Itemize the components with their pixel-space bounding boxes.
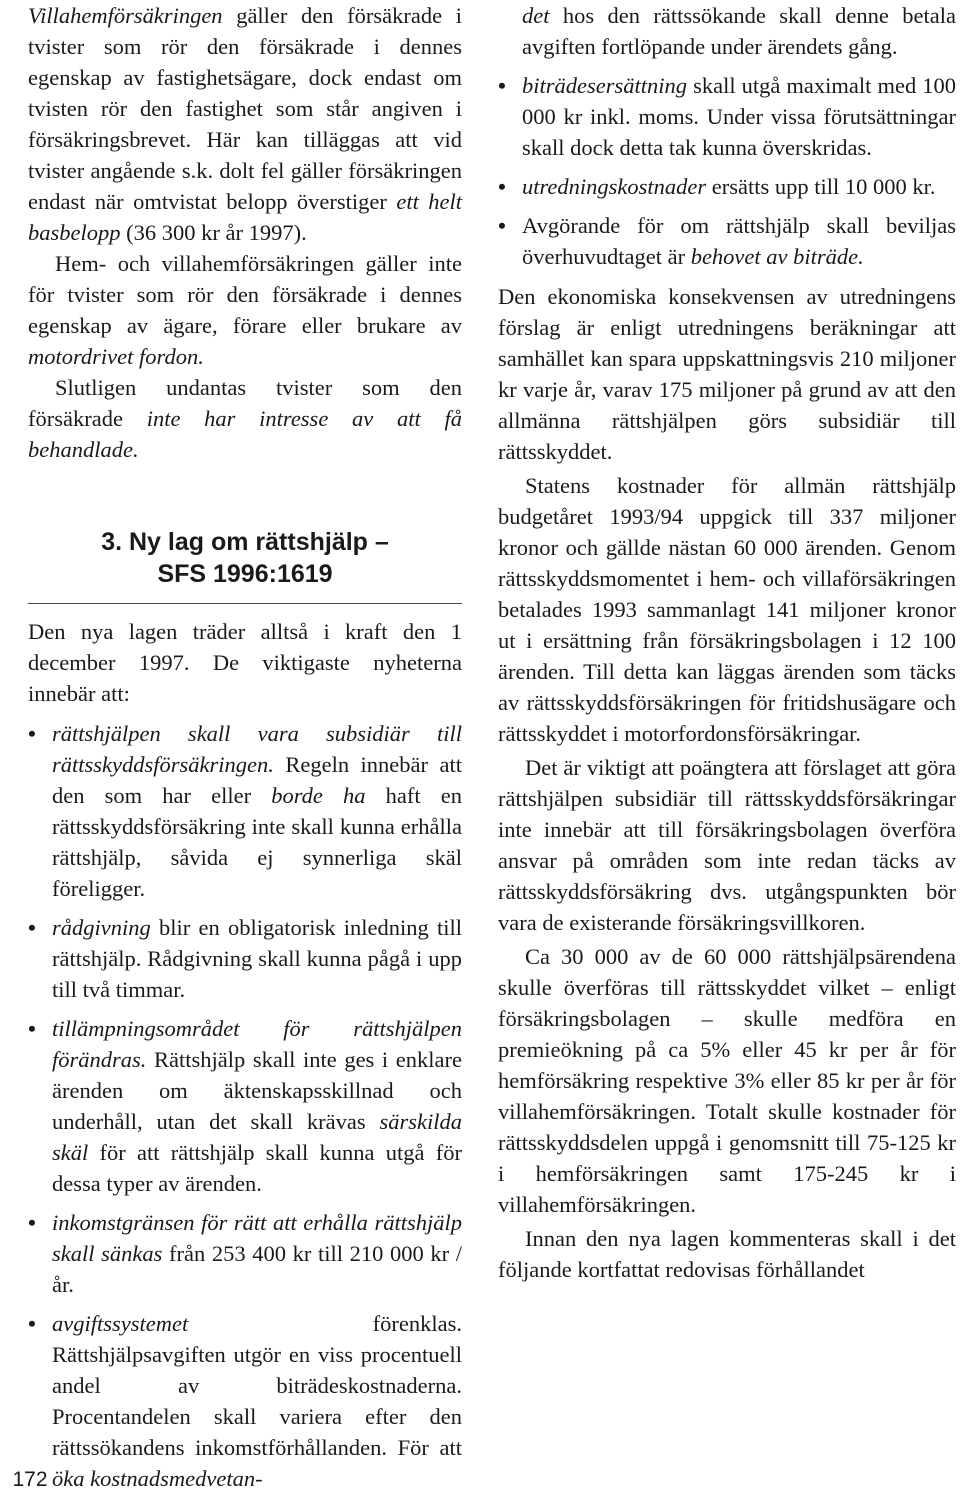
italic-term: borde ha [271, 783, 366, 808]
text-run: ersätts upp till 10 000 kr. [706, 174, 936, 199]
paragraph-motordrivet [28, 248, 462, 372]
text-run: från 253 400 kr till 210 000 kr /år. [52, 1241, 462, 1297]
left-column [28, 0, 462, 1494]
bullet-icon: • [28, 1016, 36, 1041]
italic-term: rådgivning [52, 915, 151, 940]
text-run: Hem- och villahemförsäkringen gäller inte för tvister som rör den försäkrade i dennes egenskap av ägare, förare eller brukare av [28, 251, 462, 338]
nyheter-list [28, 718, 462, 1494]
italic-term: ett helt basbelopp [28, 189, 462, 245]
text-run: Regeln innebär att den som har eller [52, 752, 462, 808]
bullet-icon: • [28, 721, 36, 746]
text-run: Rättshjälp skall inte ges i enklare ärenden om äktenskapsskillnad och underhåll, utan det skall krävas [52, 1047, 462, 1134]
section-heading-line-1: 3. Ny lag om rättshjälp – [101, 528, 389, 556]
text-run: förenklas. Rättshjälpsavgiften utgör en viss procentuell andel av biträdeskostnaderna. Procentandelen skall variera efter den rättssökandens inkomstförhållanden. För att [52, 1311, 462, 1460]
list-item [498, 70, 956, 163]
italic-term: Villahemförsäkringen [28, 3, 223, 28]
paragraph-ekonomiska: Den ekonomiska konsekvensen av utredningens förslag är enligt utredningens beräkningar att samhället kan spara uppskattningsvis 210 miljoner kr varje år, varav 175 miljoner på grund av att den allmänna rättshjälpen görs subsidiär till rättsskyddet. [498, 284, 956, 464]
text-run: gäller den försäkrade i tvister som rör den försäkrade i dennes egenskap av fastighetsägare, dock endast om tvisten rör den fastighet som står angiven i försäkringsbrevet. Här kan tilläggas att vid tvister angående s.k. dolt fel gäller försäkringen endast när omtvistat belopp överstiger [28, 3, 462, 214]
paragraph-rattshjalpsarenden: Ca 30 000 av de 60 000 rättshjälpsärendena skulle överföras till rättsskyddet vilket – enligt försäkringsbolagen – skulle medföra en premieökning på ca 5% eller 45 kr per år för hemförsäkring respektive 3% eller 85 kr per år för villahemförsäkringen. Totalt skulle kostnader för rättsskyddsdelen uppgå i genomsnitt till 75-125 kr i hemförsäkringen samt 175-245 kr i villahemförsäkringen. [498, 944, 956, 1217]
list-item [28, 912, 462, 1005]
italic-term: behovet av biträde. [690, 244, 864, 269]
bullet-icon: • [498, 213, 506, 238]
text-run: Slutligen undantas tvister som den försäkrade [28, 375, 462, 431]
text-run: hos den rättssökande skall denne betala avgiften fortlöpande under ärendets gång. [522, 3, 956, 59]
italic-term: tillämpningsområdet för rättshjälpen förändras. [52, 1016, 462, 1072]
italic-term: inte har intresse av att få behandlade. [28, 406, 462, 462]
text-run: (36 300 kr år 1997). [120, 220, 307, 245]
nyheter-list-continued [498, 0, 956, 272]
paragraph-viktigt: Det är viktigt att poängtera att förslaget att göra rättshjälpen subsidiär till rättsskyddsförsäkringar inte innebär att till försäkringsbolagen överföra ansvar på områden som inte redan täcks av rättsskyddsförsäkring dvs. utgångspunkten bör vara de existerande försäkringsvillkoren. [498, 755, 956, 935]
bullet-icon: • [28, 1311, 36, 1336]
italic-term: särskilda skäl [52, 1109, 462, 1165]
italic-term: det [522, 3, 550, 28]
paragraph-intro-nyheter: Den nya lagen träder alltså i kraft den 1 december 1997. De viktigaste nyheterna innebär att: [28, 619, 462, 706]
section-heading-line-2: SFS 1996:1619 [157, 560, 333, 588]
section-heading [28, 526, 462, 590]
paragraph-statens-kostnader: Statens kostnader för allmän rättshjälp budgetåret 1993/94 uppgick till 337 miljoner kronor och gällde nästan 60 000 ärenden. Genom rättsskyddsmomentet i hem- och villaförsäkringen betalades 1993 sammanlagt 141 miljoner kronor ut i ersättning från försäkringsbolagen i 12 100 ärenden. Till detta kan läggas ärenden som täcks av rättsskyddsförsäkringen för fritidshusägare och rättsskyddet i motorfordonsförsäkringar. [498, 473, 956, 746]
italic-term: avgiftssystemet [52, 1311, 189, 1336]
italic-term: utredningskostnader [522, 174, 707, 199]
paragraph-innan: Innan den nya lagen kommenteras skall i det följande kortfattat redovisas förhållandet [498, 1226, 956, 1282]
list-item [498, 210, 956, 272]
list-item [28, 718, 462, 904]
bullet-icon: • [28, 1210, 36, 1235]
text-run: Avgörande för om rättshjälp skall beviljas överhuvudtaget är [522, 213, 956, 269]
text-run: för att rättshjälp skall kunna utgå för dessa typer av ärenden. [52, 1140, 462, 1196]
bullet-icon: • [498, 174, 506, 199]
italic-term: biträdesersättning [522, 73, 688, 98]
text-run: haft en rättsskyddsförsäkring inte skall kunna erhålla rättshjälp, såvida ej synnerliga skäl föreligger. [52, 783, 462, 901]
list-item [28, 1207, 462, 1300]
italic-term: motordrivet fordon. [28, 344, 204, 369]
italic-term: inkomstgränsen för rätt att erhålla rättshjälp skall sänkas [52, 1210, 462, 1266]
right-column [498, 0, 956, 1285]
paragraph-villahem [28, 0, 462, 248]
italic-term: rättshjälpen skall vara subsidiär till rättsskyddsförsäkringen. [52, 721, 462, 777]
heading-divider [28, 603, 462, 604]
bullet-icon: • [28, 915, 36, 940]
text-run: skall utgå maximalt med 100 000 kr inkl. moms. Under vissa förutsättningar skall dock detta tak kunna överskridas. [522, 73, 956, 160]
list-item [498, 171, 956, 202]
italic-term: öka kostnadsmedvetan- [52, 1466, 263, 1491]
list-item [28, 1013, 462, 1199]
list-item-continuation [498, 0, 956, 62]
list-item [28, 1308, 462, 1494]
text-run: blir en obligatorisk inledning till rättshjälp. Rådgivning skall kunna pågå i upp till två timmar. [52, 915, 462, 1002]
page-number: 172 [12, 1468, 48, 1491]
paragraph-slutligen [28, 372, 462, 465]
bullet-icon: • [498, 73, 506, 98]
